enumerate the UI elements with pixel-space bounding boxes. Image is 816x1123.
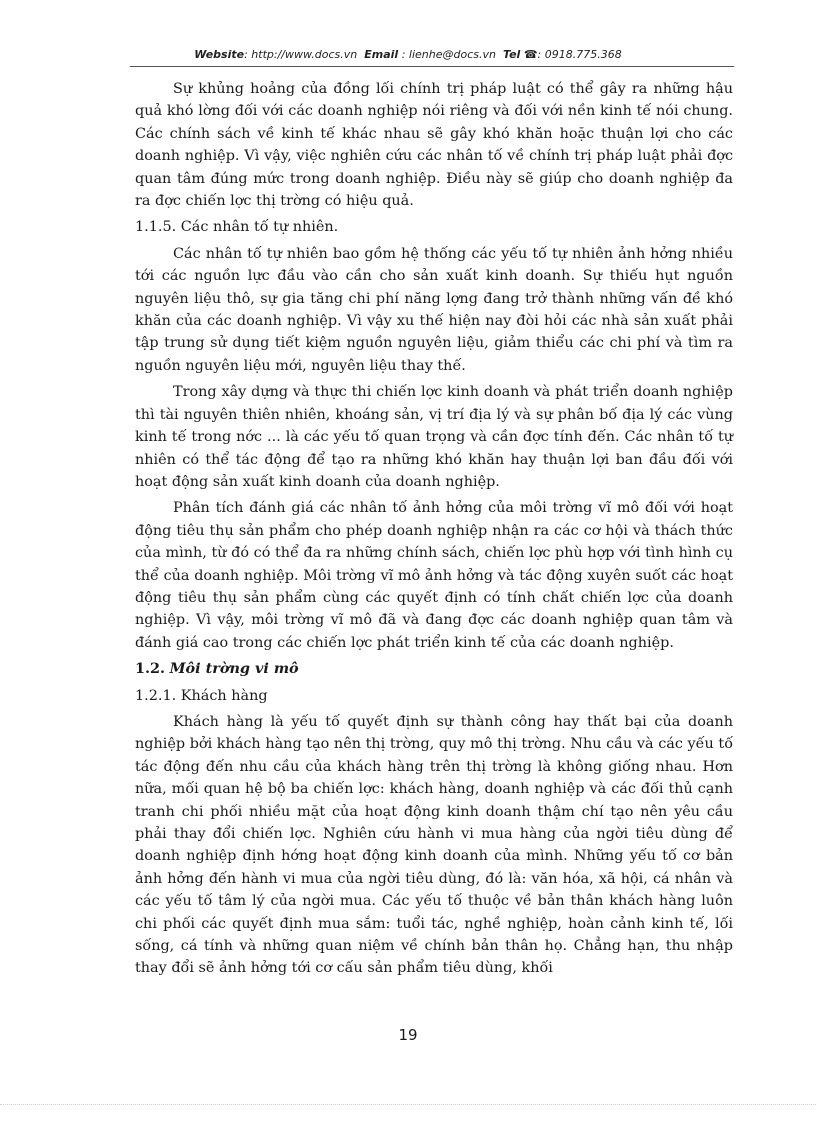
website-value: : http://www.docs.vn — [244, 48, 358, 61]
heading-1-2-number: 1.2. — [135, 660, 166, 678]
paragraph-political-crisis: Sự khủng hoảng của đồng lối chính trị pháp luật có thể gây ra những hậu quả khó lờng đối với các doanh nghiệp nói riêng và đối với nền kinh tế nói chung. Các chính sách về kinh tế khác nhau sẽ gây khó khăn hoặc thuận lợi cho các doanh nghiệp. Vì vậy, việc nghiên cứu các nhân tố về chính trị pháp luật phải đợc quan tâm đúng mức trong doanh nghiệp. Điều này sẽ giúp cho doanh nghiệp đa ra đợc chiến lợc thị trờng có hiệu quả. — [135, 81, 733, 210]
phone-icon: ☎ — [523, 48, 538, 61]
page-number: 19 — [398, 1026, 418, 1044]
website-label: Website — [194, 48, 245, 61]
email-value: : lienhe@docs.vn — [401, 48, 496, 61]
header-divider — [130, 66, 734, 67]
email-label: Email — [364, 48, 399, 61]
heading-1-2-title: Môi trờng vi mô — [169, 660, 299, 678]
page-header — [0, 48, 816, 61]
paragraph-natural-factors: Các nhân tố tự nhiên bao gồm hệ thống các yếu tố tự nhiên ảnh hởng nhiều tới các nguồn lực đầu vào cần cho sản xuất kinh doanh. Sự thiếu hụt nguồn nguyên liệu thô, sự gia tăng chi phí năng lợng đang trở thành những vấn đề khó khăn của các doanh nghiệp. Vì vậy xu thế hiện nay đòi hỏi các nhà sản xuất phải tập trung sử dụng tiết kiệm nguồn nguyên liệu, giảm thiểu các chi phí và tìm ra nguồn nguyên liệu mới, nguyên liệu thay thế. — [135, 245, 733, 374]
heading-1-2 — [135, 658, 733, 680]
paragraph-strategy-resources: Trong xây dựng và thực thi chiến lợc kinh doanh và phát triển doanh nghiệp thì tài nguyên thiên nhiên, khoáng sản, vị trí địa lý và sự phân bố địa lý các vùng kinh tế trong nớc ... là các yếu tố quan trọng và cần đợc tính đến. Các nhân tố tự nhiên có thể tác động để tạo ra những khó khăn hay thuận lợi ban đầu đối với hoạt động sản xuất kinh doanh của doanh nghiệp. — [135, 384, 733, 490]
heading-1-2-1: 1.2.1. Khách hàng — [135, 687, 268, 704]
bottom-dotted-line — [0, 1104, 816, 1105]
paragraph-customers: Khách hàng là yếu tố quyết định sự thành công hay thất bại của doanh nghiệp bởi khách hàng tạo nên thị trờng, quy mô thị trờng. Nhu cầu và các yếu tố tác động đến nhu cầu của khách hàng trên thị trờng là không giống nhau. Hơn nữa, mối quan hệ bộ ba chiến lợc: khách hàng, doanh nghiệp và các đối thủ cạnh tranh chi phối nhiều mặt của hoạt động kinh doanh thậm chí tạo nên yêu cầu phải thay đổi chiến lợc. Nghiên cứu hành vi mua hàng của ngời tiêu dùng để doanh nghiệp định hớng hoạt động kinh doanh của mình. Những yếu tố cơ bản ảnh hởng đến hành vi mua của ngời tiêu dùng, đó là: văn hóa, xã hội, cá nhân và các yếu tố tâm lý của ngời mua. Các yếu tố thuộc về bản thân khách hàng luôn chi phối các quyết định mua sắm: tuổi tác, nghề nghiệp, hoàn cảnh kinh tế, lối sống, cá tính và những quan niệm về chính bản thân họ. Chẳng hạn, thu nhập thay đổi sẽ ảnh hởng tới cơ cấu sản phẩm tiêu dùng, khối — [135, 713, 733, 977]
page-body — [135, 78, 733, 980]
paragraph-macro-analysis: Phân tích đánh giá các nhân tố ảnh hởng của môi trờng vĩ mô đối với hoạt động tiêu thụ sản phẩm cho phép doanh nghiệp nhận ra các cơ hội và thách thức của mình, từ đó có thể đa ra những chính sách, chiến lợc phù hợp với tình hình cụ thể của doanh nghiệp. Môi trờng vĩ mô ảnh hởng và tác động xuyên suốt các hoạt động tiêu thụ sản phẩm cùng các quyết định có tính chất chiến lợc của doanh nghiệp. Vì vậy, môi trờng vĩ mô đã và đang đợc các doanh nghiệp quan tâm và đánh giá cao trong các chiến lợc phát triển kinh tế của các doanh nghiệp. — [135, 500, 733, 651]
tel-label: Tel — [502, 48, 521, 61]
heading-1-1-5: 1.1.5. Các nhân tố tự nhiên. — [135, 219, 339, 236]
tel-value: : 0918.775.368 — [537, 48, 622, 61]
